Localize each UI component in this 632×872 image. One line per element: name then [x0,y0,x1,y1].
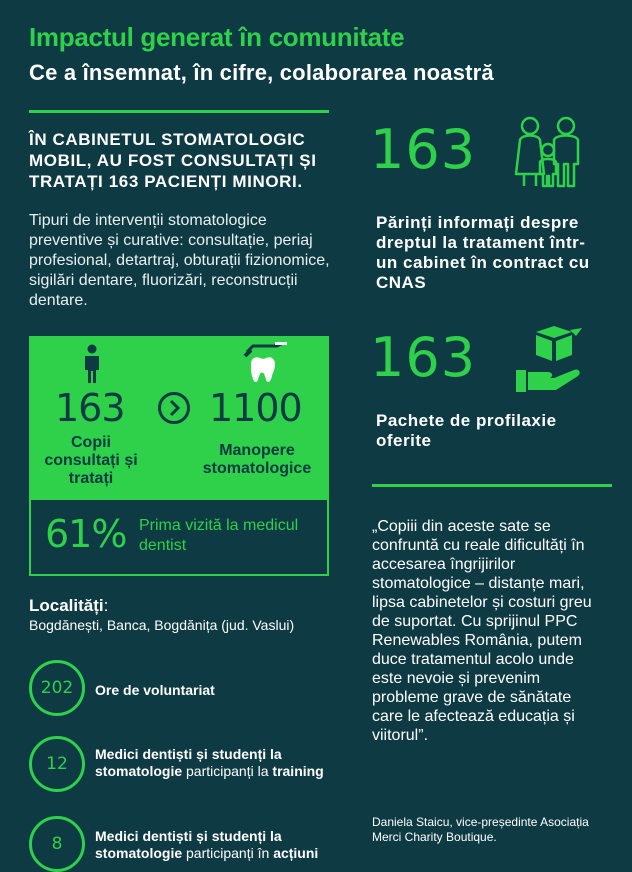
testimonial-quote: „Copiii din aceste sate se confruntă cu reale dificultăți în accesarea îngrijirilor stomatologice – distanțe mari, lipsa cabinetelor și costuri greu de suportat. Cu sprijinul PPC Renewables România, putem duce tratamentul acolo unde este nevoie și prevenim probleme grave de sănătate care le afectează educația și viitorul”. [372,518,592,744]
right-divider [372,484,612,487]
localities-colon: : [103,596,109,615]
first-visit-value: 61% [45,512,127,556]
volunteer-hours-label: Ore de voluntariat [95,682,215,698]
tooth-icon [237,340,291,384]
actions-label [95,828,355,862]
training-value: 12 [46,754,68,774]
first-visit-label: Prima vizită la medicul dentist [139,517,299,554]
page-title: Impactul generat în comunitate [29,22,405,52]
actions-label-line1: Medici dentiști și studenți la [95,828,282,844]
family-icon [510,114,590,188]
localities-heading [29,596,108,616]
chevron-right-circle-icon [157,391,191,425]
volunteer-hours-circle [29,660,85,716]
training-label-bold2: stomatologie [95,763,183,779]
packages-label: Pachete de profilaxie oferite [376,411,557,450]
localities-list: Bogdănești, Banca, Bogdănița (jud. Vaslui) [29,617,295,633]
actions-label-bold3: acțiuni [273,845,319,861]
first-visit-box [31,500,327,574]
actions-circle [29,816,85,872]
person-icon [80,344,104,384]
localities-heading-text: Localități [29,596,104,615]
procedures-label: Manopere stomatologice [202,442,312,477]
parents-value: 163 [370,118,477,181]
training-label-line1: Medici dentiști și studenți la [95,746,282,762]
actions-value: 8 [51,834,63,854]
procedures-value: 1100 [209,386,302,430]
training-label [95,746,355,780]
volunteer-hours-value: 202 [40,678,74,698]
training-label-bold3: training [272,763,324,779]
training-label-normal: participanți la [182,763,273,779]
intervention-types: Tipuri de intervenții stomatologice preventive și curative: consultație, periaj profesional, detartraj, obturații fizionomice, sigilări dentare, fluorizări, reconstrucții dentare. [29,212,330,309]
hand-box-icon [512,326,586,394]
children-label: Copii consultați și tratați [44,434,138,487]
children-value: 163 [55,386,125,430]
packages-value: 163 [370,326,477,389]
title-divider [29,110,329,113]
actions-label-normal: participanți în [182,845,274,861]
page-subtitle: Ce a însemnat, în cifre, colaborarea noastră [29,60,494,85]
testimonial-signature: Daniela Staicu, vice-președinte Asociația Merci Charity Boutique. [372,815,589,844]
training-circle [29,736,85,792]
parents-label: Părinți informați despre dreptul la tratament într-un cabinet în contract cu CNAS [376,213,590,292]
lead-statement: ÎN CABINETUL STOMATOLOGIC MOBIL, AU FOST CONSULTAȚI ȘI TRATAȚI 163 PACIENȚI MINORI. [29,130,317,191]
actions-label-bold2: stomatologie [95,845,183,861]
